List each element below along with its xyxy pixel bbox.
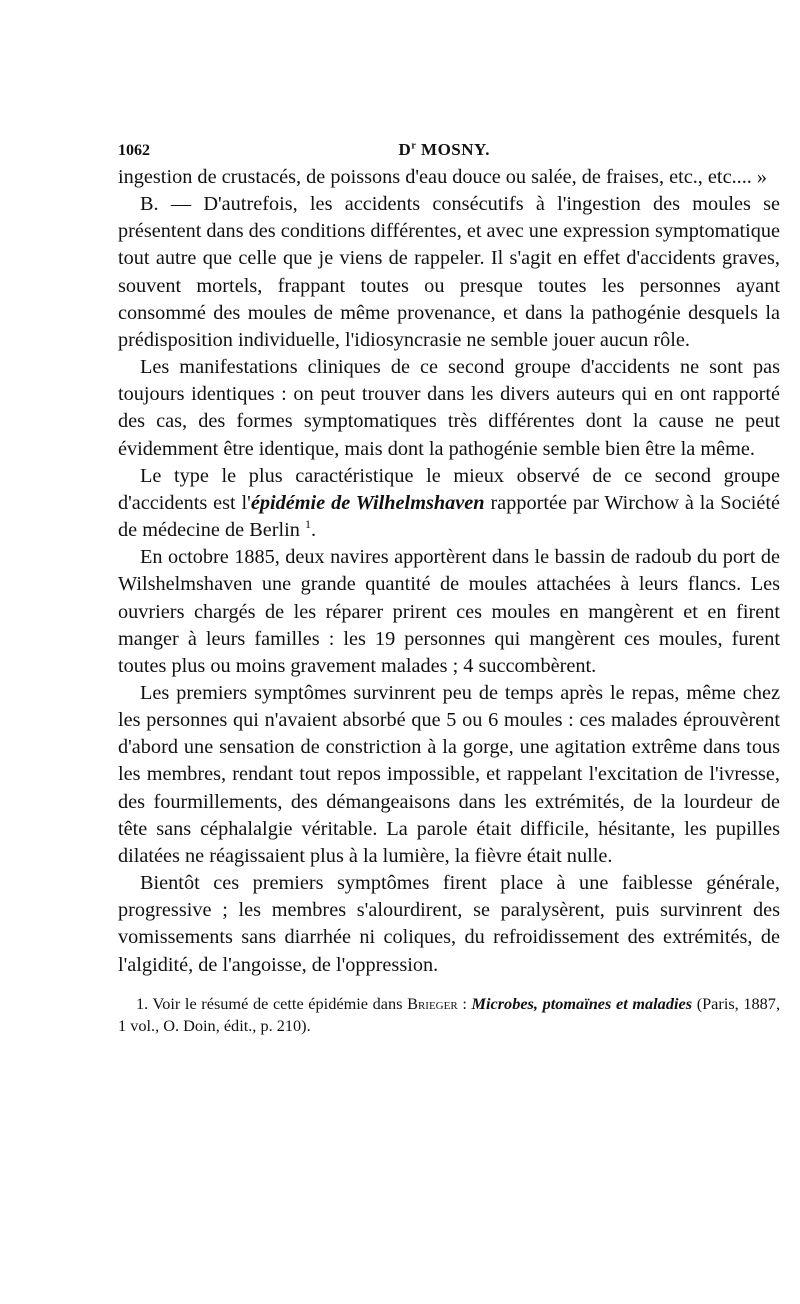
paragraph-3: Les manifestations cliniques de ce second groupe d'accidents ne sont pas toujours identiques : on peut trouver dans les divers auteurs qui en ont rapporté des cas, des formes symptomatiques très différentes dont la cause ne peut évidemment être identique, mais dont la pathogénie semble bien être la même. bbox=[118, 356, 780, 460]
page-number: 1062 bbox=[118, 142, 150, 159]
paragraph-7: Bientôt ces premiers symptômes firent place à une faiblesse générale, progressive ; les membres s'alourdirent, se paralysèrent, puis survinrent des vomissements sans diarrhée ni coliques, du refroidissement des extrémités, de l'algidité, de l'angoisse, de l'oppression. bbox=[118, 872, 780, 976]
author-prefix: D bbox=[398, 140, 412, 159]
author-sup: r bbox=[411, 140, 417, 152]
footnote bbox=[118, 993, 780, 1037]
running-title bbox=[399, 140, 490, 160]
footnote-colon: : bbox=[457, 993, 472, 1013]
running-header bbox=[118, 140, 780, 160]
footnote-author: Brieger bbox=[407, 993, 458, 1013]
paragraph-4-start: Le type le plus caractéristique le mieux observé de ce second groupe d'accidents est l' bbox=[118, 464, 780, 514]
paragraph-1: ingestion de crustacés, de poissons d'eau douce ou salée, de fraises, etc., etc.... » bbox=[118, 166, 768, 188]
paragraph-4-end: . bbox=[310, 519, 317, 542]
footnote-number: 1. bbox=[136, 993, 149, 1013]
author-name: MOSNY. bbox=[416, 140, 490, 159]
footnote-text-end: (Paris, 1887, 1 vol., O. Doin, édit., p. 210). bbox=[118, 993, 781, 1035]
book-page bbox=[118, 140, 780, 1037]
body-text bbox=[118, 164, 780, 979]
paragraph-4-middle: rapportée par Wirchow à la Société de médecine de Berlin bbox=[118, 491, 780, 542]
paragraph-2: B. — D'autrefois, les accidents consécutifs à l'ingestion des moules se présentent dans des conditions différentes, et avec une expression symptomatique tout autre que celle que je viens de rappeler. Il s'agit en effet d'accidents graves, souvent mortels, frappant toutes ou presque toutes les personnes ayant consommé des moules de même provenance, et dans la pathogénie desquels la prédisposition individuelle, l'idiosyncrasie ne semble jouer aucun rôle. bbox=[118, 193, 780, 351]
footnote-text-start: Voir le résumé de cette épidémie dans bbox=[148, 993, 408, 1013]
footnote-ref: 1 bbox=[304, 517, 311, 532]
footnote-book-title: Microbes, ptomaïnes et maladies bbox=[471, 993, 693, 1013]
paragraph-4 bbox=[118, 463, 780, 544]
epidemic-title: épidémie de Wilhelmshaven bbox=[250, 491, 485, 514]
paragraph-5: En octobre 1885, deux navires apportèrent dans le bassin de radoub du port de Wilshelmshaven une grande quantité de moules attachées à leurs flancs. Les ouvriers chargés de les réparer prirent ces moules en mangèrent et en firent manger à leurs familles : les 19 personnes qui mangèrent ces moules, furent toutes plus ou moins gravement malades ; 4 succombèrent. bbox=[118, 546, 780, 677]
paragraph-6: Les premiers symptômes survinrent peu de temps après le repas, même chez les personnes qui n'avaient absorbé que 5 ou 6 moules : ces malades éprouvèrent d'abord une sensation de constriction à la gorge, une agitation extrême dans tous les membres, rendant tout repos impossible, et rappelant l'excitation de l'ivresse, des fourmillements, des démangeaisons dans les extrémités, de la lourdeur de tête sans céphalalgie véritable. La parole était difficile, hésitante, les pupilles dilatées ne réagissaient plus à la lumière, la fièvre était nulle. bbox=[118, 681, 780, 867]
